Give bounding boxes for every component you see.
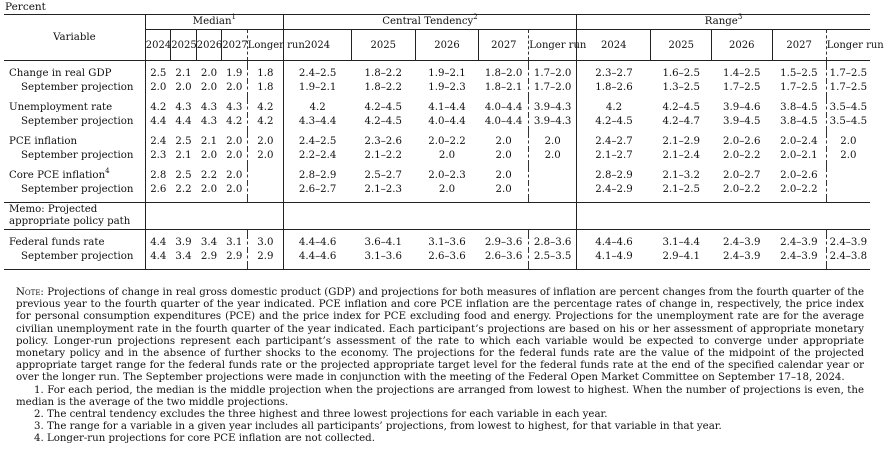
ct-value: 1.7–2.0 bbox=[529, 67, 577, 81]
memo-label: Memo: Projected appropriate policy path bbox=[4, 203, 145, 230]
ct-value: 2.6–3.6 bbox=[484, 251, 523, 262]
median-value: 2.1 bbox=[200, 136, 218, 147]
range-value: 1.7–2.5 bbox=[826, 81, 870, 95]
median-value: 2.0 bbox=[247, 135, 283, 149]
unit-label: Percent bbox=[5, 1, 46, 13]
range-col-header: 2027 bbox=[772, 30, 826, 61]
range-col-header: Longer run bbox=[826, 30, 870, 61]
range-value: 2.0–2.2 bbox=[723, 184, 761, 195]
ct-value: 1.8–2.2 bbox=[364, 68, 402, 79]
ct-value: 4.4–4.6 bbox=[283, 236, 351, 250]
median-value: 1.8 bbox=[247, 67, 283, 81]
range-value: 3.9–4.6 bbox=[723, 102, 761, 113]
median-value: 2.2 bbox=[200, 170, 218, 181]
ct-value: 2.6–3.6 bbox=[428, 251, 466, 262]
row-label: Core PCE inflation$^4$ bbox=[9, 166, 110, 181]
ct-value: 2.6–2.7 bbox=[283, 183, 351, 197]
median-value bbox=[247, 169, 283, 183]
ct-value: 4.0–4.4 bbox=[484, 102, 523, 113]
ct-value: 4.1–4.4 bbox=[428, 102, 466, 113]
range-value: 4.1–4.9 bbox=[577, 250, 651, 264]
median-value: 2.2 bbox=[175, 184, 192, 195]
ct-value: 3.1–3.6 bbox=[428, 237, 466, 248]
ct-value: 2.1–2.3 bbox=[364, 184, 402, 195]
range-value: 1.7–2.5 bbox=[723, 82, 761, 93]
table-row bbox=[4, 250, 870, 264]
median-value: 2.9 bbox=[247, 250, 283, 264]
range-value: 3.5–4.5 bbox=[826, 101, 870, 115]
ct-value: 2.0 bbox=[495, 136, 512, 147]
range-value: 3.5–4.5 bbox=[826, 115, 870, 129]
ct-value: 2.8–2.9 bbox=[283, 169, 351, 183]
table-row bbox=[4, 149, 870, 163]
ct-value: 1.8–2.1 bbox=[484, 82, 523, 93]
ct-value bbox=[529, 169, 577, 183]
range-value: 3.9–4.5 bbox=[723, 116, 761, 127]
range-value: 2.1–2.5 bbox=[662, 184, 700, 195]
median-value: 2.0 bbox=[200, 150, 218, 161]
ct-value: 1.9–2.3 bbox=[428, 82, 466, 93]
median-value: 4.2 bbox=[247, 115, 283, 129]
table-row bbox=[4, 81, 870, 95]
ct-value: 2.0–2.3 bbox=[428, 170, 466, 181]
ct-col-header: 2025 bbox=[351, 30, 415, 61]
memo-row bbox=[4, 203, 870, 230]
ct-value: 1.8–2.0 bbox=[484, 68, 523, 79]
median-value: 4.2 bbox=[226, 116, 243, 127]
row-label-september: September projection bbox=[21, 251, 134, 262]
median-value: 2.0 bbox=[200, 82, 218, 93]
median-value: 3.4 bbox=[200, 237, 218, 248]
row-label-september: September projection bbox=[21, 82, 134, 93]
range-value bbox=[826, 169, 870, 183]
median-value: 2.0 bbox=[226, 82, 243, 93]
median-col-header: 2024 bbox=[145, 30, 170, 61]
ct-value: 2.2–2.4 bbox=[283, 149, 351, 163]
footnote-3: 3. The range for a variable in a given year includes all participants’ projections, from lowest to highest, for that variable in that year. bbox=[34, 421, 722, 433]
range-col-header: 2024 bbox=[577, 30, 651, 61]
ct-value: 2.5–2.7 bbox=[364, 170, 402, 181]
median-value bbox=[247, 183, 283, 197]
ct-value: 4.0–4.4 bbox=[428, 116, 466, 127]
range-value: 2.0–2.6 bbox=[780, 170, 818, 181]
median-value: 4.2 bbox=[247, 101, 283, 115]
ct-value: 2.5–3.5 bbox=[529, 250, 577, 264]
range-value: 2.3–2.7 bbox=[577, 67, 651, 81]
range-value: 2.4–3.9 bbox=[780, 237, 818, 248]
median-value: 4.2 bbox=[145, 101, 170, 115]
ct-value: 2.0 bbox=[495, 150, 512, 161]
table-row bbox=[4, 236, 870, 250]
range-value: 2.4–3.9 bbox=[780, 251, 818, 262]
table-row bbox=[4, 183, 870, 197]
row-label: Federal funds rate bbox=[9, 237, 105, 248]
ct-value: 3.1–3.6 bbox=[364, 251, 402, 262]
median-value: 4.4 bbox=[175, 116, 192, 127]
median-col-header: 2025 bbox=[171, 30, 196, 61]
ct-value: 2.3–2.6 bbox=[364, 136, 402, 147]
range-value: 2.1–2.4 bbox=[662, 150, 700, 161]
ct-value: 2.0 bbox=[529, 149, 577, 163]
range-value: 2.0–2.2 bbox=[780, 184, 818, 195]
note-lead: Note: bbox=[16, 287, 44, 298]
median-value: 2.0 bbox=[226, 136, 243, 147]
median-value: 3.9 bbox=[175, 237, 192, 248]
ct-value: 2.0 bbox=[529, 135, 577, 149]
range-value: 4.2–4.7 bbox=[662, 116, 700, 127]
range-value: 2.4–3.8 bbox=[826, 250, 870, 264]
median-value: 4.3 bbox=[175, 102, 192, 113]
projections-table bbox=[4, 12, 884, 270]
median-col-header: 2027 bbox=[222, 30, 247, 61]
range-value: 1.7–2.5 bbox=[826, 67, 870, 81]
range-value bbox=[826, 183, 870, 197]
note-text: Projections of change in real gross domestic product (GDP) and projections for both measures of inflation are percent changes from the fourth quarter of the previous year to the fourth quarter of the year indicated. PCE inflation and core PCE inflation are the percentage rates of change in, respectively, the price index for personal consumption expenditures (PCE) and the price index for PCE excluding food and energy. Projections for the unemployment rate are for the average civilian unemployment rate in the fourth quarter of the year indicated. Each participant’s projections are based on his or her assessment of appropriate monetary policy. Longer-run projections represent each participant’s assessment of the rate to which each variable would be expected to converge under appropriate monetary policy and in the absence of further shocks to the economy. The projections for the federal funds rate are the value of the midpoint of the projected appropriate target range for the federal funds rate or the projected appropriate target level for the federal funds rate at the end of the specified calendar year or over the longer run. The September projections were made in conjunction with the meeting of the Federal Open Market Committee on September 17–18, 2024. bbox=[16, 287, 864, 384]
range-value: 2.4–3.9 bbox=[723, 251, 761, 262]
median-header: Median$^1$ bbox=[145, 15, 283, 30]
median-value: 2.3 bbox=[145, 149, 170, 163]
range-value: 1.5–2.5 bbox=[780, 68, 818, 79]
median-value: 2.9 bbox=[200, 251, 218, 262]
median-value: 3.1 bbox=[226, 237, 243, 248]
table-row bbox=[4, 135, 870, 149]
row-label: PCE inflation bbox=[9, 136, 78, 147]
ct-value: 2.0 bbox=[495, 170, 512, 181]
range-value: 2.0 bbox=[826, 149, 870, 163]
table-row bbox=[4, 169, 870, 183]
ct-value: 2.0 bbox=[438, 184, 456, 195]
range-value: 2.1–3.2 bbox=[662, 170, 700, 181]
row-label-september: September projection bbox=[21, 116, 134, 127]
ct-value: 3.9–4.3 bbox=[529, 115, 577, 129]
range-value: 3.8–4.5 bbox=[780, 116, 818, 127]
median-value: 2.8 bbox=[145, 169, 170, 183]
median-value: 2.0 bbox=[175, 82, 192, 93]
row-label: Change in real GDP bbox=[9, 68, 112, 79]
median-value: 4.4 bbox=[145, 250, 170, 264]
median-value: 4.3 bbox=[200, 102, 218, 113]
range-col-header: 2026 bbox=[711, 30, 772, 61]
median-value: 2.0 bbox=[200, 184, 218, 195]
range-value: 4.2–4.5 bbox=[662, 102, 700, 113]
range-value: 1.3–2.5 bbox=[662, 82, 700, 93]
median-value: 2.5 bbox=[145, 67, 170, 81]
median-value: 2.4 bbox=[145, 135, 170, 149]
table-row bbox=[4, 115, 870, 129]
median-value: 2.0 bbox=[226, 150, 243, 161]
table-row bbox=[4, 67, 870, 81]
ct-value: 4.0–4.4 bbox=[484, 116, 523, 127]
median-value: 4.3 bbox=[200, 116, 218, 127]
row-label-september: September projection bbox=[21, 150, 134, 161]
range-value: 4.2 bbox=[577, 101, 651, 115]
median-value: 1.9 bbox=[226, 68, 243, 79]
range-value: 1.8–2.6 bbox=[577, 81, 651, 95]
median-value: 4.3 bbox=[226, 102, 243, 113]
ct-value: 4.3–4.4 bbox=[283, 115, 351, 129]
range-value: 2.0 bbox=[826, 135, 870, 149]
median-value: 2.0 bbox=[145, 81, 170, 95]
footnote-4: 4. Longer-run projections for core PCE inflation are not collected. bbox=[34, 433, 375, 445]
median-value: 3.0 bbox=[247, 236, 283, 250]
median-value: 2.6 bbox=[145, 183, 170, 197]
range-header: Range$^3$ bbox=[577, 15, 870, 30]
ct-value: 3.9–4.3 bbox=[529, 101, 577, 115]
footnote-1: 1. For each period, the median is the middle projection when the projections are arranged from lowest to highest. When the number of projections is even, the median is the average of the two middle projections. bbox=[16, 384, 864, 408]
ct-value: 2.0 bbox=[495, 184, 512, 195]
range-value: 2.0–2.4 bbox=[780, 136, 818, 147]
ct-value: 1.9–2.1 bbox=[428, 68, 466, 79]
median-value: 2.1 bbox=[175, 68, 192, 79]
median-value: 2.5 bbox=[175, 136, 192, 147]
range-value: 2.4–2.7 bbox=[577, 135, 651, 149]
table-notes bbox=[16, 287, 864, 446]
median-value: 1.8 bbox=[247, 81, 283, 95]
row-label-september: September projection bbox=[21, 184, 134, 195]
ct-value: 2.0–2.2 bbox=[428, 136, 466, 147]
median-value: 2.0 bbox=[200, 68, 218, 79]
ct-value: 2.4–2.5 bbox=[283, 135, 351, 149]
row-spacer bbox=[4, 264, 870, 270]
ct-value: 1.8–2.2 bbox=[364, 82, 402, 93]
range-value: 2.4–2.9 bbox=[577, 183, 651, 197]
central-tendency-header: Central Tendency$^2$ bbox=[283, 15, 576, 30]
range-value: 4.4–4.6 bbox=[577, 236, 651, 250]
row-label: Unemployment rate bbox=[9, 102, 113, 113]
range-value: 2.8–2.9 bbox=[577, 169, 651, 183]
range-value: 2.4–3.9 bbox=[826, 236, 870, 250]
range-value: 2.1–2.7 bbox=[577, 149, 651, 163]
median-value: 4.4 bbox=[145, 115, 170, 129]
range-value: 2.0–2.6 bbox=[723, 136, 761, 147]
ct-value: 4.4–4.6 bbox=[283, 250, 351, 264]
range-value: 1.6–2.5 bbox=[662, 68, 700, 79]
ct-value: 1.9–2.1 bbox=[283, 81, 351, 95]
range-value: 4.2–4.5 bbox=[577, 115, 651, 129]
range-value: 2.0–2.1 bbox=[780, 150, 818, 161]
ct-value: 2.0 bbox=[438, 150, 456, 161]
range-value: 2.4–3.9 bbox=[723, 237, 761, 248]
range-value: 3.8–4.5 bbox=[780, 102, 818, 113]
ct-value: 2.8–3.6 bbox=[529, 236, 577, 250]
variable-header: Variable bbox=[4, 15, 145, 61]
ct-value: 2.1–2.2 bbox=[364, 150, 402, 161]
range-value: 2.0–2.2 bbox=[723, 150, 761, 161]
range-value: 2.0–2.7 bbox=[723, 170, 761, 181]
ct-col-header: Longer run bbox=[529, 30, 577, 61]
ct-col-header: 2027 bbox=[479, 30, 529, 61]
median-value: 2.5 bbox=[175, 170, 192, 181]
range-value: 1.7–2.5 bbox=[780, 82, 818, 93]
median-value: 2.9 bbox=[226, 251, 243, 262]
ct-value: 4.2–4.5 bbox=[364, 102, 402, 113]
median-value: 3.4 bbox=[175, 251, 192, 262]
ct-col-header: 2026 bbox=[415, 30, 479, 61]
ct-value bbox=[529, 183, 577, 197]
range-value: 2.1–2.9 bbox=[662, 136, 700, 147]
ct-value: 2.4–2.5 bbox=[283, 67, 351, 81]
ct-value: 4.2 bbox=[283, 101, 351, 115]
median-value: 2.0 bbox=[247, 149, 283, 163]
table-row bbox=[4, 101, 870, 115]
median-value: 2.0 bbox=[226, 170, 243, 181]
ct-value: 2.9–3.6 bbox=[484, 237, 523, 248]
range-col-header: 2025 bbox=[651, 30, 712, 61]
range-value: 1.4–2.5 bbox=[723, 68, 761, 79]
ct-value: 3.6–4.1 bbox=[364, 237, 402, 248]
median-value: 2.1 bbox=[175, 150, 192, 161]
ct-value: 1.7–2.0 bbox=[529, 81, 577, 95]
median-col-header: 2026 bbox=[196, 30, 221, 61]
median-value: 2.0 bbox=[226, 184, 243, 195]
median-col-header: Longer run bbox=[247, 30, 283, 61]
footnote-2: 2. The central tendency excludes the three highest and three lowest projections for each variable in each year. bbox=[34, 409, 608, 421]
ct-value: 4.2–4.5 bbox=[364, 116, 402, 127]
median-value: 4.4 bbox=[145, 236, 170, 250]
ct-col-header: 2024 bbox=[283, 30, 351, 61]
range-value: 3.1–4.4 bbox=[662, 237, 700, 248]
range-value: 2.9–4.1 bbox=[662, 251, 700, 262]
